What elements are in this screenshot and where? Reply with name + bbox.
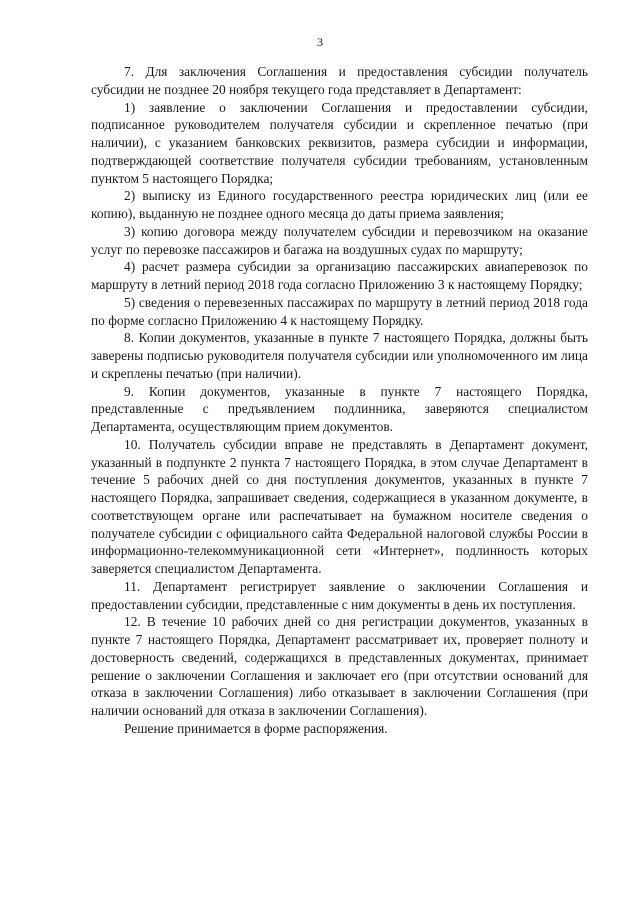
paragraph-7-intro: 7. Для заключения Соглашения и предоставления субсидии получатель субсидии не позднее 20 ноября текущего года представляет в Департамент: [91,64,588,97]
paragraph-11: 11. Департамент регистрирует заявление о заключении Соглашения и предоставлении субсидии, представленные с ним документы в день их поступления. [91,578,588,612]
document-body [91,63,588,738]
paragraph-7-item-2: 2) выписку из Единого государственного реестра юридических лиц (или ее копию), выданную не позднее одного месяца до даты приема заявления; [91,188,588,221]
paragraph-7-item-3: 3) копию договора между получателем субсидии и перевозчиком на оказание услуг по перевозке пассажиров и багажа на воздушных судах по маршруту; [91,223,588,257]
paragraph-9: 9. Копии документов, указанные в пункте 7 настоящего Порядка, представленные с предъявлением подлинника, заверяются специалистом Департамента, осуществляющим прием документов. [91,383,588,434]
paragraph-7-item-5: 5) сведения о перевезенных пассажирах по маршруту в летний период 2018 года по форме согласно Приложению 4 к настоящему Порядку. [91,294,588,328]
page-number: 3 [317,35,323,49]
paragraph-decision: Решение принимается в форме распоряжения. [124,720,388,736]
paragraph-7-item-4: 4) расчет размера субсидии за организацию пассажирских авиаперевозок по маршруту в летний период 2018 года согласно Приложению 3 к настоящему Порядку; [91,259,588,292]
paragraph-10: 10. Получатель субсидии вправе не представлять в Департамент документ, указанный в подпункте 2 пункта 7 настоящего Порядка, в этом случае Департамент в течение 5 рабочих дней со дня поступления документов, указанных в пункте 7 настоящего Порядка, запрашивает сведения, содержащиеся в указанном документе, в соответствующем органе или распечатывает на бумажном носителе сведения о получателе субсидии с официального сайта Федеральной налоговой службы России в информационно-телекоммуникационной сети «Интернет», подлинность которых заверяется специалистом Департамента. [91,436,588,576]
paragraph-12: 12. В течение 10 рабочих дней со дня регистрации документов, указанных в пункте 7 настоящего Порядка, Департамент рассматривает их, проверяет полноту и достоверность сведений, содержащихся в представленных документах, принимает решение о заключении Соглашения и заключает его (при отсутствии оснований для отказа в заключении Соглашения) либо отказывает в заключении Соглашения (при наличии оснований для отказа в заключении Соглашения). [91,614,588,718]
paragraph-8: 8. Копии документов, указанные в пункте 7 настоящего Порядка, должны быть заверены подписью руководителя получателя субсидии или уполномоченного им лица и скреплены печатью (при наличии). [91,330,588,381]
paragraph-7-item-1: 1) заявление о заключении Соглашения и предоставлении субсидии, подписанное руководителем получателя субсидии и скрепленное печатью (при наличии), с указанием банковских реквизитов, размера субсидии и информации, подтверждающей соответствие получателя субсидии требованиям, установленным пунктом 5 настоящего Порядка; [91,99,588,186]
